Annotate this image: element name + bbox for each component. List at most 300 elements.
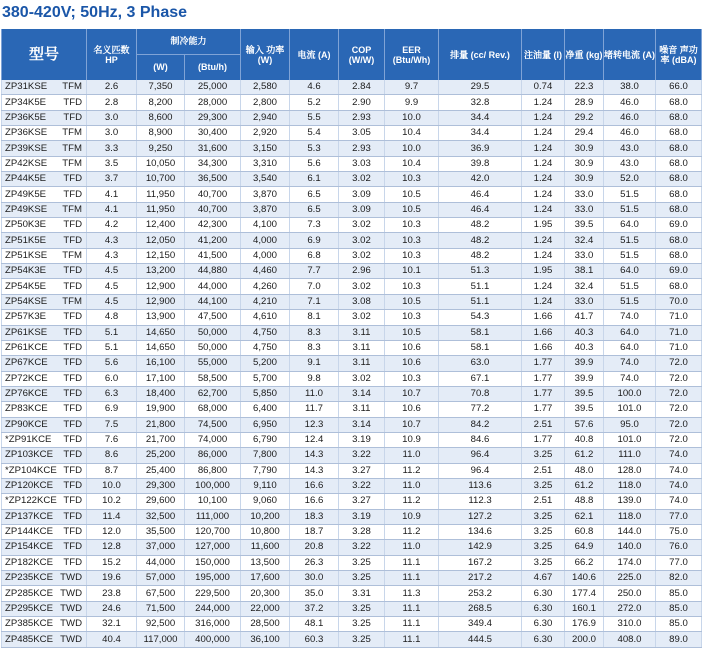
model-name: ZP295KCE [5, 602, 53, 614]
displacement-cell: 167.2 [439, 555, 522, 570]
current-cell: 5.6 [290, 156, 339, 171]
cooling-btu-cell: 44,000 [185, 279, 241, 294]
eer-cell: 11.2 [385, 463, 439, 478]
weight-cell: 61.2 [565, 448, 604, 463]
model-name: ZP103KCE [5, 449, 53, 461]
oil-cell: 1.77 [522, 432, 565, 447]
power-cell: 11,600 [241, 540, 290, 555]
model-variant: TFD [63, 96, 82, 108]
eer-cell: 10.5 [385, 294, 439, 309]
table-row [2, 632, 702, 647]
weight-cell: 39.9 [565, 371, 604, 386]
weight-cell: 30.9 [565, 172, 604, 187]
cop-cell: 3.02 [339, 371, 385, 386]
cooling-btu-cell: 58,500 [185, 371, 241, 386]
lra-cell: 111.0 [604, 448, 656, 463]
table-row [2, 80, 702, 95]
cop-cell: 2.96 [339, 264, 385, 279]
model-name: ZP120KCE [5, 480, 53, 492]
table-row [2, 432, 702, 447]
cooling-w-cell: 14,650 [137, 340, 185, 355]
eer-cell: 10.3 [385, 310, 439, 325]
model-name: ZP61KSE [5, 326, 48, 338]
lra-cell: 144.0 [604, 524, 656, 539]
model-variant: TFD [63, 403, 82, 415]
oil-cell: 3.25 [522, 478, 565, 493]
displacement-cell: 70.8 [439, 386, 522, 401]
oil-cell: 6.30 [522, 586, 565, 601]
lra-cell: 38.0 [604, 80, 656, 95]
cooling-w-cell: 9,250 [137, 141, 185, 156]
current-cell: 5.4 [290, 126, 339, 141]
cooling-btu-cell: 86,000 [185, 448, 241, 463]
table-row [2, 233, 702, 248]
eer-cell: 10.5 [385, 187, 439, 202]
model-cell [2, 524, 87, 539]
power-cell: 2,800 [241, 95, 290, 110]
model-variant: TFD [63, 556, 82, 568]
eer-cell: 10.7 [385, 386, 439, 401]
table-row [2, 202, 702, 217]
lra-cell: 310.0 [604, 617, 656, 632]
noise-cell: 89.0 [656, 632, 702, 647]
eer-cell: 11.0 [385, 540, 439, 555]
model-cell [2, 494, 87, 509]
table-row [2, 340, 702, 355]
eer-cell: 10.3 [385, 371, 439, 386]
hp-cell: 4.3 [87, 233, 137, 248]
cop-cell: 3.31 [339, 586, 385, 601]
oil-cell: 1.77 [522, 402, 565, 417]
current-cell: 48.1 [290, 617, 339, 632]
displacement-cell: 113.6 [439, 478, 522, 493]
oil-cell: 0.74 [522, 80, 565, 95]
current-cell: 5.2 [290, 95, 339, 110]
lra-cell: 272.0 [604, 601, 656, 616]
lra-cell: 225.0 [604, 571, 656, 586]
table-row [2, 156, 702, 171]
current-cell: 8.1 [290, 310, 339, 325]
power-cell: 6,400 [241, 402, 290, 417]
weight-cell: 38.1 [565, 264, 604, 279]
table-row [2, 172, 702, 187]
cop-cell: 3.25 [339, 601, 385, 616]
hp-cell: 11.4 [87, 509, 137, 524]
noise-cell: 74.0 [656, 478, 702, 493]
table-row [2, 126, 702, 141]
noise-cell: 71.0 [656, 310, 702, 325]
noise-cell: 72.0 [656, 432, 702, 447]
model-name: ZP154KCE [5, 541, 53, 553]
oil-cell: 1.24 [522, 126, 565, 141]
eer-cell: 10.6 [385, 340, 439, 355]
model-variant: TWD [60, 572, 82, 584]
lra-cell: 64.0 [604, 325, 656, 340]
weight-cell: 39.9 [565, 356, 604, 371]
cop-cell: 3.02 [339, 218, 385, 233]
header-cop: COP (W/W) [339, 29, 385, 80]
table-row [2, 248, 702, 263]
weight-cell: 176.9 [565, 617, 604, 632]
cop-cell: 3.02 [339, 310, 385, 325]
model-name: ZP50K3E [5, 219, 47, 231]
lra-cell: 46.0 [604, 110, 656, 125]
cooling-w-cell: 29,600 [137, 494, 185, 509]
hp-cell: 3.3 [87, 141, 137, 156]
cop-cell: 3.14 [339, 417, 385, 432]
weight-cell: 40.3 [565, 325, 604, 340]
cooling-btu-cell: 29,300 [185, 110, 241, 125]
hp-cell: 4.1 [87, 187, 137, 202]
table-row [2, 310, 702, 325]
table-row [2, 571, 702, 586]
power-cell: 13,500 [241, 555, 290, 570]
current-cell: 8.3 [290, 340, 339, 355]
header-model: 型号 [2, 29, 87, 80]
oil-cell: 4.67 [522, 571, 565, 586]
cop-cell: 2.93 [339, 110, 385, 125]
power-cell: 6,950 [241, 417, 290, 432]
cooling-btu-cell: 25,000 [185, 80, 241, 95]
header-cooling-w: (W) [137, 54, 185, 80]
noise-cell: 71.0 [656, 325, 702, 340]
power-cell: 2,920 [241, 126, 290, 141]
lra-cell: 51.5 [604, 202, 656, 217]
model-name: ZP57K3E [5, 311, 47, 323]
cooling-w-cell: 21,800 [137, 417, 185, 432]
cooling-btu-cell: 31,600 [185, 141, 241, 156]
power-cell: 6,790 [241, 432, 290, 447]
displacement-cell: 46.4 [439, 187, 522, 202]
cooling-btu-cell: 44,880 [185, 264, 241, 279]
current-cell: 12.4 [290, 432, 339, 447]
hp-cell: 6.3 [87, 386, 137, 401]
hp-cell: 7.6 [87, 432, 137, 447]
eer-cell: 10.9 [385, 432, 439, 447]
noise-cell: 68.0 [656, 156, 702, 171]
hp-cell: 4.5 [87, 294, 137, 309]
cooling-btu-cell: 86,800 [185, 463, 241, 478]
noise-cell: 70.0 [656, 294, 702, 309]
current-cell: 60.3 [290, 632, 339, 647]
model-variant: TFM [62, 127, 82, 139]
model-variant: TFM [62, 157, 82, 169]
cooling-w-cell: 117,000 [137, 632, 185, 647]
model-name: ZP39KSE [5, 142, 48, 154]
weight-cell: 41.7 [565, 310, 604, 325]
power-cell: 2,940 [241, 110, 290, 125]
displacement-cell: 84.2 [439, 417, 522, 432]
displacement-cell: 51.3 [439, 264, 522, 279]
oil-cell: 1.24 [522, 187, 565, 202]
weight-cell: 33.0 [565, 187, 604, 202]
eer-cell: 11.0 [385, 478, 439, 493]
cop-cell: 3.02 [339, 248, 385, 263]
model-cell [2, 356, 87, 371]
power-cell: 2,580 [241, 80, 290, 95]
weight-cell: 66.2 [565, 555, 604, 570]
model-name: ZP54K3E [5, 265, 47, 277]
current-cell: 35.0 [290, 586, 339, 601]
cooling-w-cell: 44,000 [137, 555, 185, 570]
model-cell [2, 386, 87, 401]
cop-cell: 3.02 [339, 279, 385, 294]
model-name: ZP42KSE [5, 157, 48, 169]
hp-cell: 4.8 [87, 310, 137, 325]
model-variant: TFD [63, 280, 82, 292]
cooling-w-cell: 67,500 [137, 586, 185, 601]
current-cell: 20.8 [290, 540, 339, 555]
power-cell: 3,870 [241, 187, 290, 202]
power-cell: 4,610 [241, 310, 290, 325]
eer-cell: 10.1 [385, 264, 439, 279]
cop-cell: 3.25 [339, 555, 385, 570]
current-cell: 30.0 [290, 571, 339, 586]
lra-cell: 64.0 [604, 340, 656, 355]
cop-cell: 2.90 [339, 95, 385, 110]
hp-cell: 12.8 [87, 540, 137, 555]
eer-cell: 11.2 [385, 494, 439, 509]
cooling-w-cell: 25,200 [137, 448, 185, 463]
table-row [2, 509, 702, 524]
noise-cell: 72.0 [656, 386, 702, 401]
noise-cell: 69.0 [656, 264, 702, 279]
model-variant: TFD [63, 219, 82, 231]
displacement-cell: 46.4 [439, 202, 522, 217]
cooling-w-cell: 10,050 [137, 156, 185, 171]
current-cell: 16.6 [290, 494, 339, 509]
weight-cell: 30.9 [565, 141, 604, 156]
weight-cell: 33.0 [565, 294, 604, 309]
model-variant: TFD [63, 111, 82, 123]
cop-cell: 3.14 [339, 386, 385, 401]
current-cell: 18.7 [290, 524, 339, 539]
eer-cell: 11.2 [385, 524, 439, 539]
cooling-btu-cell: 30,400 [185, 126, 241, 141]
cooling-btu-cell: 50,000 [185, 325, 241, 340]
compressor-spec-table [1, 29, 702, 648]
current-cell: 11.0 [290, 386, 339, 401]
weight-cell: 30.9 [565, 156, 604, 171]
table-row [2, 540, 702, 555]
current-cell: 6.9 [290, 233, 339, 248]
cooling-w-cell: 35,500 [137, 524, 185, 539]
oil-cell: 3.25 [522, 540, 565, 555]
lra-cell: 51.5 [604, 187, 656, 202]
current-cell: 6.5 [290, 187, 339, 202]
noise-cell: 68.0 [656, 187, 702, 202]
lra-cell: 51.5 [604, 294, 656, 309]
header-current: 电流 (A) [290, 29, 339, 80]
displacement-cell: 54.3 [439, 310, 522, 325]
lra-cell: 250.0 [604, 586, 656, 601]
cooling-btu-cell: 62,700 [185, 386, 241, 401]
cooling-w-cell: 18,400 [137, 386, 185, 401]
power-cell: 5,200 [241, 356, 290, 371]
cop-cell: 3.22 [339, 540, 385, 555]
oil-cell: 1.24 [522, 156, 565, 171]
model-name: ZP76KCE [5, 388, 48, 400]
cop-cell: 3.25 [339, 571, 385, 586]
weight-cell: 32.4 [565, 279, 604, 294]
oil-cell: 2.51 [522, 494, 565, 509]
lra-cell: 118.0 [604, 478, 656, 493]
power-cell: 4,210 [241, 294, 290, 309]
model-name: ZP54K5E [5, 280, 47, 292]
cop-cell: 3.09 [339, 202, 385, 217]
header-eer: EER (Btu/Wh) [385, 29, 439, 80]
oil-cell: 1.24 [522, 202, 565, 217]
oil-cell: 1.24 [522, 233, 565, 248]
table-row [2, 478, 702, 493]
cop-cell: 3.11 [339, 402, 385, 417]
power-cell: 22,000 [241, 601, 290, 616]
displacement-cell: 268.5 [439, 601, 522, 616]
cooling-w-cell: 17,100 [137, 371, 185, 386]
table-row [2, 617, 702, 632]
noise-cell: 68.0 [656, 248, 702, 263]
eer-cell: 10.3 [385, 218, 439, 233]
cooling-btu-cell: 10,100 [185, 494, 241, 509]
displacement-cell: 58.1 [439, 325, 522, 340]
lra-cell: 128.0 [604, 463, 656, 478]
weight-cell: 40.8 [565, 432, 604, 447]
model-variant: TFD [63, 526, 82, 538]
displacement-cell: 349.4 [439, 617, 522, 632]
noise-cell: 77.0 [656, 555, 702, 570]
displacement-cell: 84.6 [439, 432, 522, 447]
cooling-btu-cell: 36,500 [185, 172, 241, 187]
table-row [2, 325, 702, 340]
power-cell: 4,460 [241, 264, 290, 279]
table-row [2, 371, 702, 386]
cooling-w-cell: 71,500 [137, 601, 185, 616]
noise-cell: 74.0 [656, 463, 702, 478]
eer-cell: 11.1 [385, 601, 439, 616]
eer-cell: 10.3 [385, 172, 439, 187]
cop-cell: 3.08 [339, 294, 385, 309]
current-cell: 37.2 [290, 601, 339, 616]
model-name: ZP182KCE [5, 556, 53, 568]
lra-cell: 118.0 [604, 509, 656, 524]
lra-cell: 51.5 [604, 279, 656, 294]
cooling-w-cell: 21,700 [137, 432, 185, 447]
model-variant: TFM [62, 81, 82, 93]
lra-cell: 101.0 [604, 402, 656, 417]
lra-cell: 174.0 [604, 555, 656, 570]
displacement-cell: 127.2 [439, 509, 522, 524]
hp-cell: 23.8 [87, 586, 137, 601]
lra-cell: 408.0 [604, 632, 656, 647]
model-variant: TFD [63, 510, 82, 522]
lra-cell: 43.0 [604, 141, 656, 156]
displacement-cell: 51.1 [439, 279, 522, 294]
cooling-w-cell: 12,900 [137, 294, 185, 309]
weight-cell: 48.8 [565, 494, 604, 509]
model-name: ZP72KCE [5, 372, 48, 384]
weight-cell: 140.6 [565, 571, 604, 586]
cooling-btu-cell: 55,000 [185, 356, 241, 371]
hp-cell: 5.6 [87, 356, 137, 371]
table-row [2, 524, 702, 539]
oil-cell: 3.25 [522, 448, 565, 463]
noise-cell: 68.0 [656, 110, 702, 125]
model-variant: TWD [60, 587, 82, 599]
weight-cell: 60.8 [565, 524, 604, 539]
power-cell: 4,000 [241, 233, 290, 248]
power-cell: 7,790 [241, 463, 290, 478]
cooling-btu-cell: 40,700 [185, 187, 241, 202]
displacement-cell: 77.2 [439, 402, 522, 417]
eer-cell: 11.1 [385, 571, 439, 586]
table-row [2, 555, 702, 570]
cop-cell: 3.05 [339, 126, 385, 141]
current-cell: 18.3 [290, 509, 339, 524]
displacement-cell: 48.2 [439, 248, 522, 263]
model-name: ZP61KCE [5, 342, 48, 354]
displacement-cell: 29.5 [439, 80, 522, 95]
model-variant: TFD [63, 434, 82, 446]
cop-cell: 3.02 [339, 233, 385, 248]
model-cell [2, 617, 87, 632]
noise-cell: 75.0 [656, 524, 702, 539]
model-variant: TFD [63, 326, 82, 338]
power-cell: 10,800 [241, 524, 290, 539]
weight-cell: 39.5 [565, 402, 604, 417]
cooling-btu-cell: 42,300 [185, 218, 241, 233]
model-cell [2, 432, 87, 447]
weight-cell: 33.0 [565, 248, 604, 263]
cop-cell: 3.25 [339, 632, 385, 647]
current-cell: 9.8 [290, 371, 339, 386]
power-cell: 20,300 [241, 586, 290, 601]
oil-cell: 6.30 [522, 617, 565, 632]
table-row [2, 586, 702, 601]
model-name: ZP485KCE [5, 633, 53, 645]
header-noise: 噪音 声功率 (dBA) [656, 29, 702, 80]
cooling-btu-cell: 41,500 [185, 248, 241, 263]
weight-cell: 62.1 [565, 509, 604, 524]
power-cell: 3,540 [241, 172, 290, 187]
displacement-cell: 253.2 [439, 586, 522, 601]
displacement-cell: 39.8 [439, 156, 522, 171]
noise-cell: 85.0 [656, 601, 702, 616]
oil-cell: 1.24 [522, 248, 565, 263]
lra-cell: 64.0 [604, 218, 656, 233]
current-cell: 26.3 [290, 555, 339, 570]
lra-cell: 64.0 [604, 264, 656, 279]
power-cell: 4,260 [241, 279, 290, 294]
table-row [2, 417, 702, 432]
noise-cell: 69.0 [656, 218, 702, 233]
oil-cell: 1.95 [522, 264, 565, 279]
cop-cell: 3.22 [339, 478, 385, 493]
lra-cell: 101.0 [604, 432, 656, 447]
model-variant: TFD [63, 418, 82, 430]
cooling-btu-cell: 68,000 [185, 402, 241, 417]
hp-cell: 10.2 [87, 494, 137, 509]
power-cell: 28,500 [241, 617, 290, 632]
model-cell [2, 371, 87, 386]
hp-cell: 3.5 [87, 156, 137, 171]
noise-cell: 68.0 [656, 233, 702, 248]
current-cell: 6.5 [290, 202, 339, 217]
header-weight: 净重 (kg) [565, 29, 604, 80]
eer-cell: 11.1 [385, 555, 439, 570]
lra-cell: 51.5 [604, 233, 656, 248]
oil-cell: 1.24 [522, 279, 565, 294]
cooling-btu-cell: 316,000 [185, 617, 241, 632]
